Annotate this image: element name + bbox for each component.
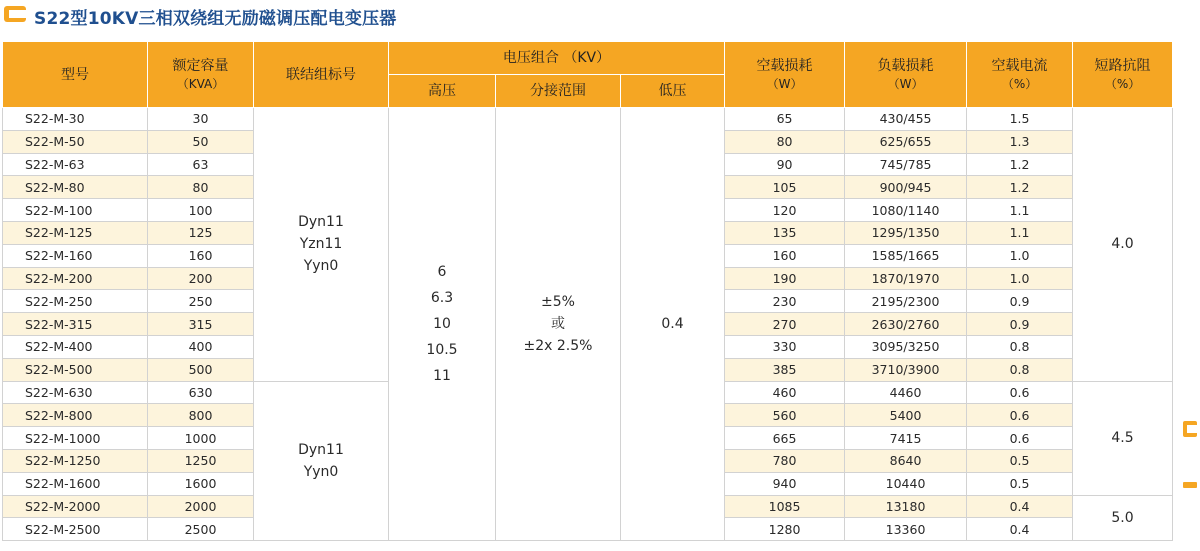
brand-bracket-icon <box>4 6 26 22</box>
load-loss-cell: 3710/3900 <box>845 358 967 381</box>
model-cell: S22-M-1600 <box>3 472 148 495</box>
header-voltage-group: 电压组合 （KV） <box>389 42 725 75</box>
load-loss-cell: 10440 <box>845 472 967 495</box>
header-impedance: 短路抗阻 （%） <box>1073 42 1173 108</box>
merged-line: Dyn11 <box>298 441 344 458</box>
capacity-cell: 125 <box>148 221 254 244</box>
noload-current-cell: 1.0 <box>967 244 1073 267</box>
noload-loss-cell: 940 <box>725 472 845 495</box>
noload-loss-cell: 190 <box>725 267 845 290</box>
model-cell: S22-M-1250 <box>3 449 148 472</box>
noload-current-cell: 0.6 <box>967 404 1073 427</box>
model-cell: S22-M-160 <box>3 244 148 267</box>
noload-current-cell: 1.5 <box>967 108 1073 131</box>
noload-loss-cell: 120 <box>725 199 845 222</box>
load-loss-cell: 1080/1140 <box>845 199 967 222</box>
capacity-cell: 200 <box>148 267 254 290</box>
noload-current-cell: 0.4 <box>967 518 1073 541</box>
capacity-cell: 2500 <box>148 518 254 541</box>
merged-line: Yyn0 <box>303 463 339 480</box>
capacity-cell: 250 <box>148 290 254 313</box>
model-cell: S22-M-250 <box>3 290 148 313</box>
model-cell: S22-M-800 <box>3 404 148 427</box>
capacity-cell: 30 <box>148 108 254 131</box>
capacity-cell: 1000 <box>148 427 254 450</box>
model-cell: S22-M-2500 <box>3 518 148 541</box>
load-loss-cell: 745/785 <box>845 153 967 176</box>
capacity-cell: 1250 <box>148 449 254 472</box>
noload-current-cell: 1.0 <box>967 267 1073 290</box>
noload-current-cell: 0.5 <box>967 449 1073 472</box>
merged-line: Yzn11 <box>299 236 343 253</box>
noload-loss-cell: 65 <box>725 108 845 131</box>
lv-value: 0.4 <box>621 108 725 541</box>
model-cell: S22-M-50 <box>3 130 148 153</box>
header-load-loss: 负载损耗 （W） <box>845 42 967 108</box>
header-row-top <box>3 42 1173 75</box>
side-bar-mark[interactable] <box>1183 482 1197 488</box>
title-bar <box>0 0 1200 32</box>
noload-current-cell: 1.2 <box>967 153 1073 176</box>
side-bracket-icon[interactable] <box>1183 421 1197 437</box>
load-loss-cell: 13360 <box>845 518 967 541</box>
header-lv: 低压 <box>621 75 725 108</box>
model-cell: S22-M-200 <box>3 267 148 290</box>
header-noload-loss: 空载损耗 （W） <box>725 42 845 108</box>
model-cell: S22-M-63 <box>3 153 148 176</box>
connection-group-b <box>254 381 389 541</box>
model-cell: S22-M-2000 <box>3 495 148 518</box>
spec-table <box>2 41 1173 541</box>
noload-loss-cell: 665 <box>725 427 845 450</box>
hv-values <box>389 108 496 541</box>
noload-loss-cell: 460 <box>725 381 845 404</box>
capacity-cell: 100 <box>148 199 254 222</box>
capacity-cell: 160 <box>148 244 254 267</box>
noload-current-cell: 0.9 <box>967 290 1073 313</box>
noload-current-cell: 0.6 <box>967 381 1073 404</box>
merged-line: 10 <box>433 316 451 333</box>
capacity-cell: 80 <box>148 176 254 199</box>
noload-loss-cell: 230 <box>725 290 845 313</box>
capacity-cell: 50 <box>148 130 254 153</box>
header-connection: 联结组标号 <box>254 42 389 108</box>
spec-table-body <box>3 108 1173 541</box>
load-loss-cell: 2195/2300 <box>845 290 967 313</box>
load-loss-cell: 1585/1665 <box>845 244 967 267</box>
header-model: 型号 <box>3 42 148 108</box>
noload-current-cell: 0.6 <box>967 427 1073 450</box>
merged-line: 10.5 <box>426 342 458 359</box>
model-cell: S22-M-125 <box>3 221 148 244</box>
load-loss-cell: 625/655 <box>845 130 967 153</box>
load-loss-cell: 1870/1970 <box>845 267 967 290</box>
noload-current-cell: 0.4 <box>967 495 1073 518</box>
capacity-cell: 1600 <box>148 472 254 495</box>
noload-current-cell: 1.1 <box>967 199 1073 222</box>
load-loss-cell: 2630/2760 <box>845 313 967 336</box>
merged-line: ±2x 2.5% <box>523 338 593 355</box>
noload-current-cell: 1.1 <box>967 221 1073 244</box>
header-tap: 分接范围 <box>496 75 621 108</box>
capacity-cell: 630 <box>148 381 254 404</box>
noload-loss-cell: 80 <box>725 130 845 153</box>
capacity-cell: 800 <box>148 404 254 427</box>
capacity-cell: 2000 <box>148 495 254 518</box>
merged-line: ±5% <box>541 294 575 311</box>
noload-loss-cell: 1085 <box>725 495 845 518</box>
model-cell: S22-M-500 <box>3 358 148 381</box>
page-title: S22型10KV三相双绕组无励磁调压配电变压器 <box>34 9 397 29</box>
model-cell: S22-M-315 <box>3 313 148 336</box>
capacity-cell: 315 <box>148 313 254 336</box>
noload-loss-cell: 90 <box>725 153 845 176</box>
header-capacity: 额定容量 （KVA） <box>148 42 254 108</box>
capacity-cell: 500 <box>148 358 254 381</box>
merged-line: 11 <box>433 368 451 385</box>
model-cell: S22-M-30 <box>3 108 148 131</box>
noload-current-cell: 0.8 <box>967 335 1073 358</box>
noload-loss-cell: 385 <box>725 358 845 381</box>
table-row <box>3 108 1173 131</box>
load-loss-cell: 7415 <box>845 427 967 450</box>
noload-loss-cell: 270 <box>725 313 845 336</box>
noload-loss-cell: 105 <box>725 176 845 199</box>
load-loss-cell: 5400 <box>845 404 967 427</box>
noload-loss-cell: 780 <box>725 449 845 472</box>
load-loss-cell: 13180 <box>845 495 967 518</box>
header-hv: 高压 <box>389 75 496 108</box>
capacity-cell: 63 <box>148 153 254 176</box>
noload-current-cell: 0.9 <box>967 313 1073 336</box>
capacity-cell: 400 <box>148 335 254 358</box>
load-loss-cell: 3095/3250 <box>845 335 967 358</box>
merged-line: Dyn11 <box>298 214 344 231</box>
model-cell: S22-M-80 <box>3 176 148 199</box>
merged-line: 或 <box>551 316 565 333</box>
impedance-group-a: 4.0 <box>1073 108 1173 382</box>
merged-line: 6 <box>437 264 447 281</box>
connection-group-a <box>254 108 389 382</box>
load-loss-cell: 4460 <box>845 381 967 404</box>
load-loss-cell: 1295/1350 <box>845 221 967 244</box>
noload-current-cell: 1.3 <box>967 130 1073 153</box>
noload-loss-cell: 135 <box>725 221 845 244</box>
noload-loss-cell: 560 <box>725 404 845 427</box>
load-loss-cell: 8640 <box>845 449 967 472</box>
merged-line: 6.3 <box>430 290 454 307</box>
model-cell: S22-M-630 <box>3 381 148 404</box>
tap-range <box>496 108 621 541</box>
noload-current-cell: 0.5 <box>967 472 1073 495</box>
noload-loss-cell: 330 <box>725 335 845 358</box>
noload-current-cell: 0.8 <box>967 358 1073 381</box>
load-loss-cell: 430/455 <box>845 108 967 131</box>
impedance-group-c: 5.0 <box>1073 495 1173 541</box>
model-cell: S22-M-1000 <box>3 427 148 450</box>
model-cell: S22-M-400 <box>3 335 148 358</box>
merged-line: Yyn0 <box>303 258 339 275</box>
header-noload-current: 空载电流 （%） <box>967 42 1073 108</box>
load-loss-cell: 900/945 <box>845 176 967 199</box>
impedance-group-b: 4.5 <box>1073 381 1173 495</box>
noload-loss-cell: 1280 <box>725 518 845 541</box>
noload-loss-cell: 160 <box>725 244 845 267</box>
model-cell: S22-M-100 <box>3 199 148 222</box>
noload-current-cell: 1.2 <box>967 176 1073 199</box>
